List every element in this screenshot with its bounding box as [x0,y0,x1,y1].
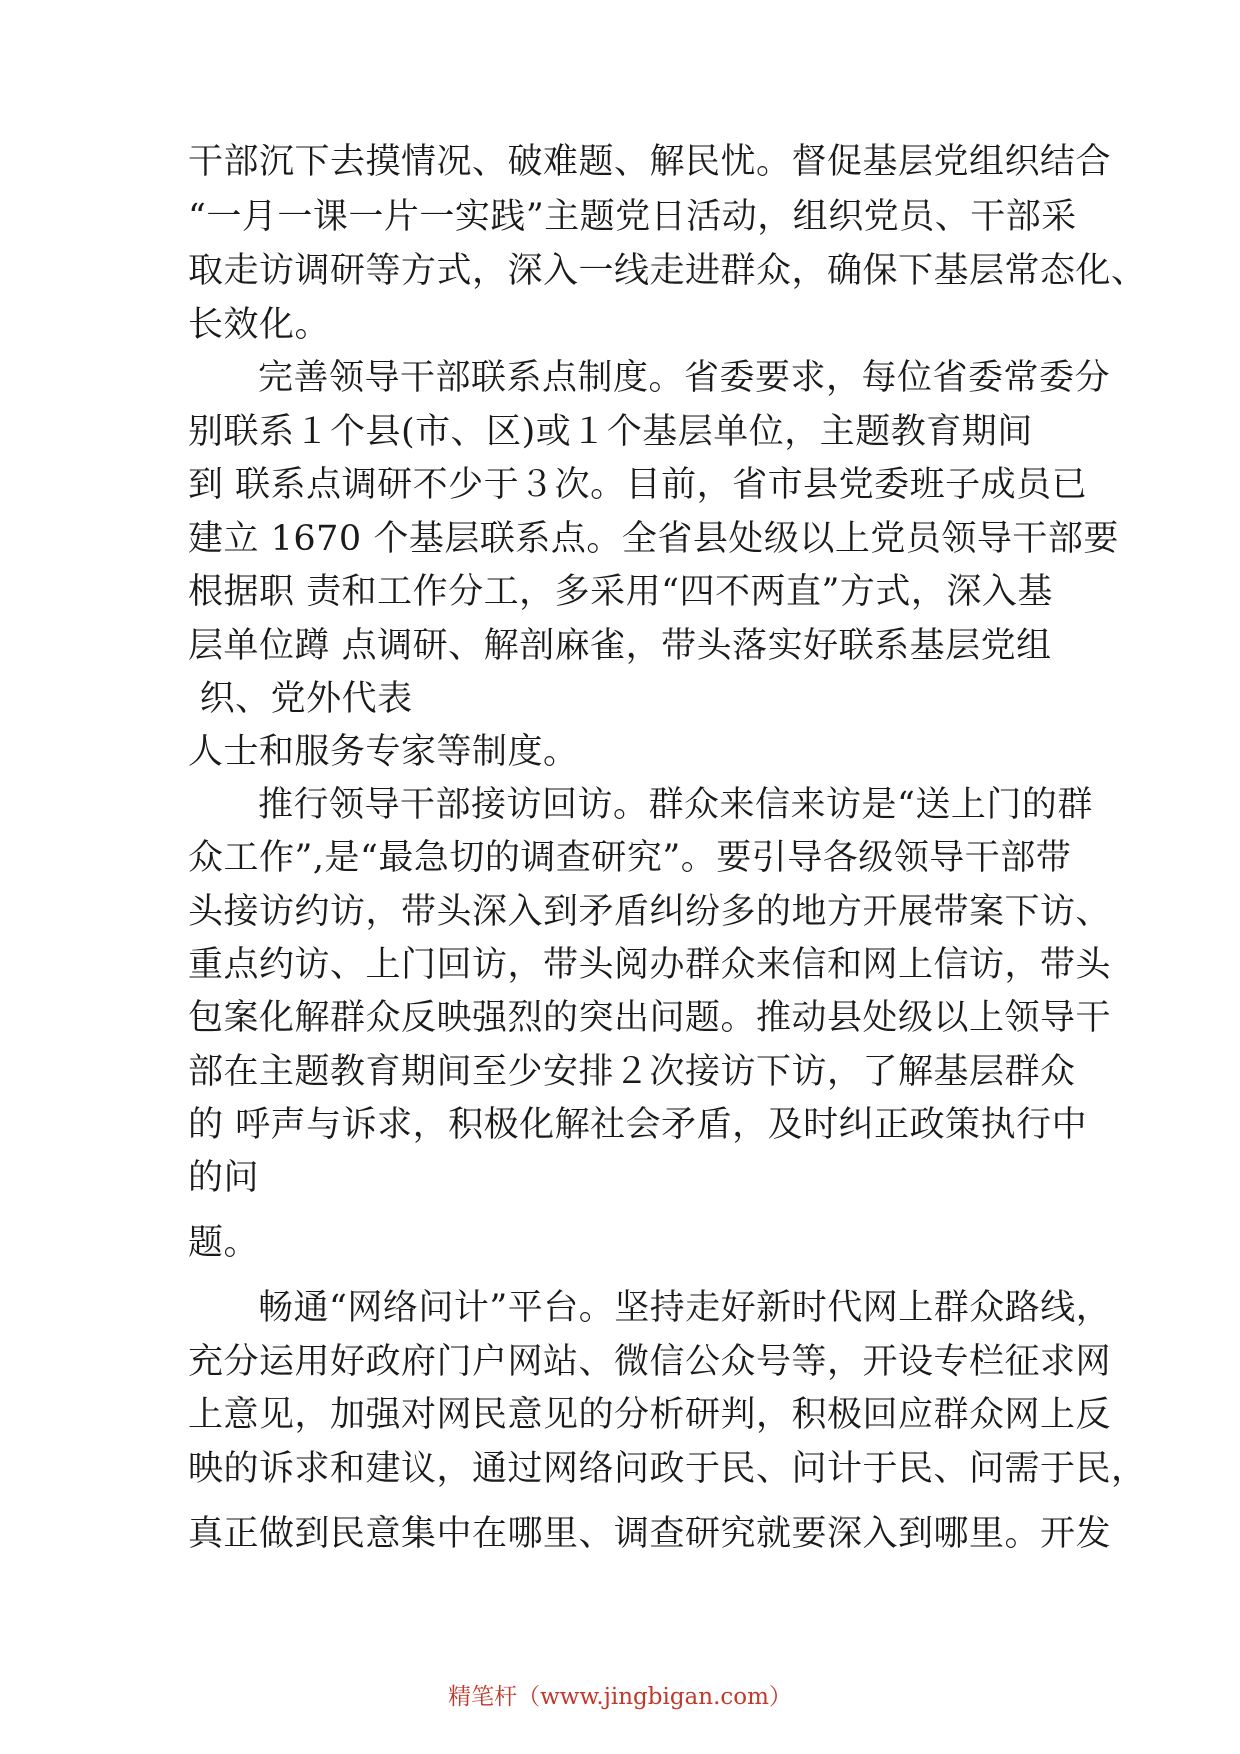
text-line: 包案化解群众反映强烈的突出问题。推动县处级以上领导干 [188,998,1112,1038]
paragraph-first-line: 完善领导干部联系点制度。省委要求，每位省委常委分 [258,358,1111,398]
text-line: 人士和服务专家等制度。 [188,732,579,772]
text-line: 题。 [188,1223,260,1263]
text-line: 织、党外代表 [188,679,413,719]
text-line: 层单位蹲 点调研、解剖麻雀，带头落实好联系基层党组 [188,626,1052,666]
footer-source-link[interactable]: 精笔杆（www.jingbigan.com） [448,1684,792,1710]
text-line: 别联系１个县(市、区)或１个基层单位，主题教育期间 [188,412,1033,452]
text-line: 根据职 责和工作分工，多采用“四不两直”方式，深入基 [188,572,1053,612]
text-line: 充分运用好政府门户网站、微信公众号等，开设专栏征求网 [188,1342,1112,1382]
paragraph-first-line: 推行领导干部接访回访。群众来信来访是“送上门的群 [258,785,1093,825]
text-line: 取走访调研等方式，深入一线走进群众，确保下基层常态化、 [188,251,1147,291]
text-line: 上意见，加强对网民意见的分析研判，积极回应群众网上反 [188,1395,1112,1435]
text-line: 建立 1670 个基层联系点。全省县处级以上党员领导干部要 [188,519,1119,559]
text-line: 干部沉下去摸情况、破难题、解民忧。督促基层党组织结合 [188,142,1112,182]
text-line: 真正做到民意集中在哪里、调查研究就要深入到哪里。开发 [188,1514,1112,1554]
text-line: 到 联系点调研不少于３次。目前，省市县党委班子成员已 [188,465,1088,505]
text-line: 部在主题教育期间至少安排２次接访下访，了解基层群众 [188,1052,1076,1092]
text-line: 映的诉求和建议，通过网络问政于民、问计于民、问需于民， [188,1449,1147,1489]
text-line: 重点约访、上门回访，带头阅办群众来信和网上信访，带头 [188,945,1112,985]
paragraph-first-line: 畅通“网络问计”平台。坚持走好新时代网上群众路线， [258,1288,1112,1328]
text-line: “一月一课一片一实践”主题党日活动，组织党员、干部采 [188,197,1077,237]
text-line: 众工作”,是“最急切的调查研究”。要引导各级领导干部带 [188,838,1072,878]
text-line: 头接访约访，带头深入到矛盾纠纷多的地方开展带案下访、 [188,892,1112,932]
text-line: 的问 [188,1158,260,1198]
text-line: 的 呼声与诉求，积极化解社会矛盾，及时纠正政策执行中 [188,1105,1088,1145]
text-line: 长效化。 [188,305,331,345]
